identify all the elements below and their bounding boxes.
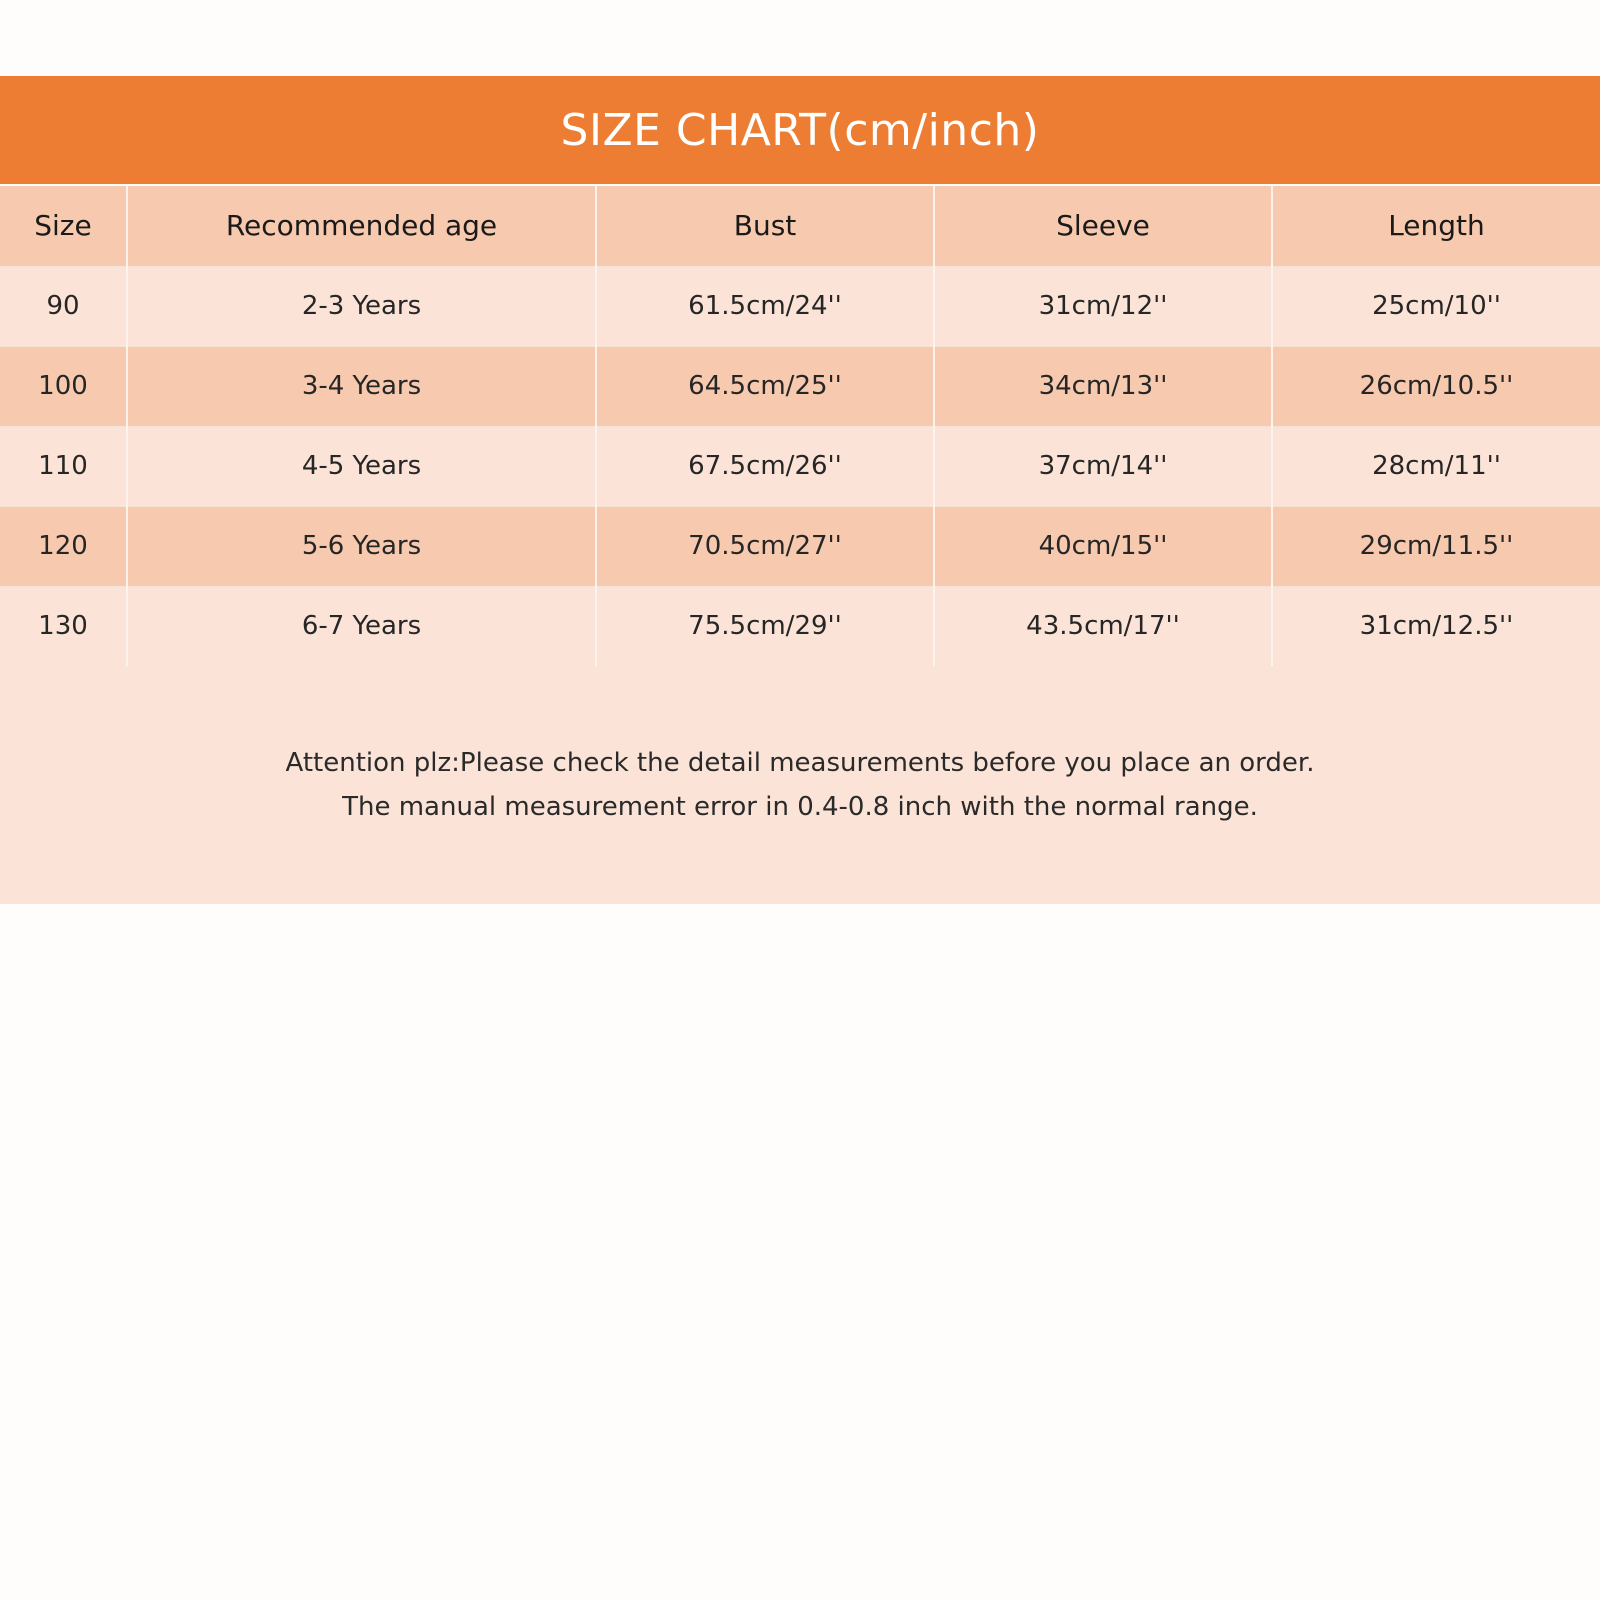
cell-bust: 64.5cm/25'' (596, 346, 934, 426)
cell-bust: 67.5cm/26'' (596, 426, 934, 506)
table-row (0, 506, 1600, 586)
table-header-row (0, 186, 1600, 266)
cell-age: 3-4 Years (127, 346, 596, 426)
table-row (0, 426, 1600, 506)
cell-age: 5-6 Years (127, 506, 596, 586)
cell-sleeve: 37cm/14'' (934, 426, 1272, 506)
table-row (0, 266, 1600, 346)
cell-size: 130 (0, 586, 127, 666)
cell-size: 110 (0, 426, 127, 506)
cell-size: 100 (0, 346, 127, 426)
cell-length: 25cm/10'' (1272, 266, 1600, 346)
cell-length: 26cm/10.5'' (1272, 346, 1600, 426)
cell-sleeve: 31cm/12'' (934, 266, 1272, 346)
cell-age: 4-5 Years (127, 426, 596, 506)
measurement-note (0, 666, 1600, 904)
table-row (0, 346, 1600, 426)
cell-sleeve: 40cm/15'' (934, 506, 1272, 586)
header-sleeve: Sleeve (934, 186, 1272, 266)
cell-bust: 70.5cm/27'' (596, 506, 934, 586)
cell-age: 2-3 Years (127, 266, 596, 346)
cell-bust: 75.5cm/29'' (596, 586, 934, 666)
size-chart-table (0, 186, 1600, 667)
cell-size: 120 (0, 506, 127, 586)
header-bust: Bust (596, 186, 934, 266)
note-line-attention: Attention plz:Please check the detail measurements before you place an order. (285, 748, 1315, 778)
cell-length: 31cm/12.5'' (1272, 586, 1600, 666)
cell-sleeve: 34cm/13'' (934, 346, 1272, 426)
header-recommended-age: Recommended age (127, 186, 596, 266)
cell-bust: 61.5cm/24'' (596, 266, 934, 346)
cell-length: 28cm/11'' (1272, 426, 1600, 506)
header-size: Size (0, 186, 127, 266)
header-length: Length (1272, 186, 1600, 266)
cell-sleeve: 43.5cm/17'' (934, 586, 1272, 666)
cell-age: 6-7 Years (127, 586, 596, 666)
size-chart-title: SIZE CHART(cm/inch) (0, 76, 1600, 184)
cell-length: 29cm/11.5'' (1272, 506, 1600, 586)
table-row (0, 586, 1600, 666)
cell-size: 90 (0, 266, 127, 346)
note-line-error-range: The manual measurement error in 0.4-0.8 inch with the normal range. (342, 792, 1258, 822)
